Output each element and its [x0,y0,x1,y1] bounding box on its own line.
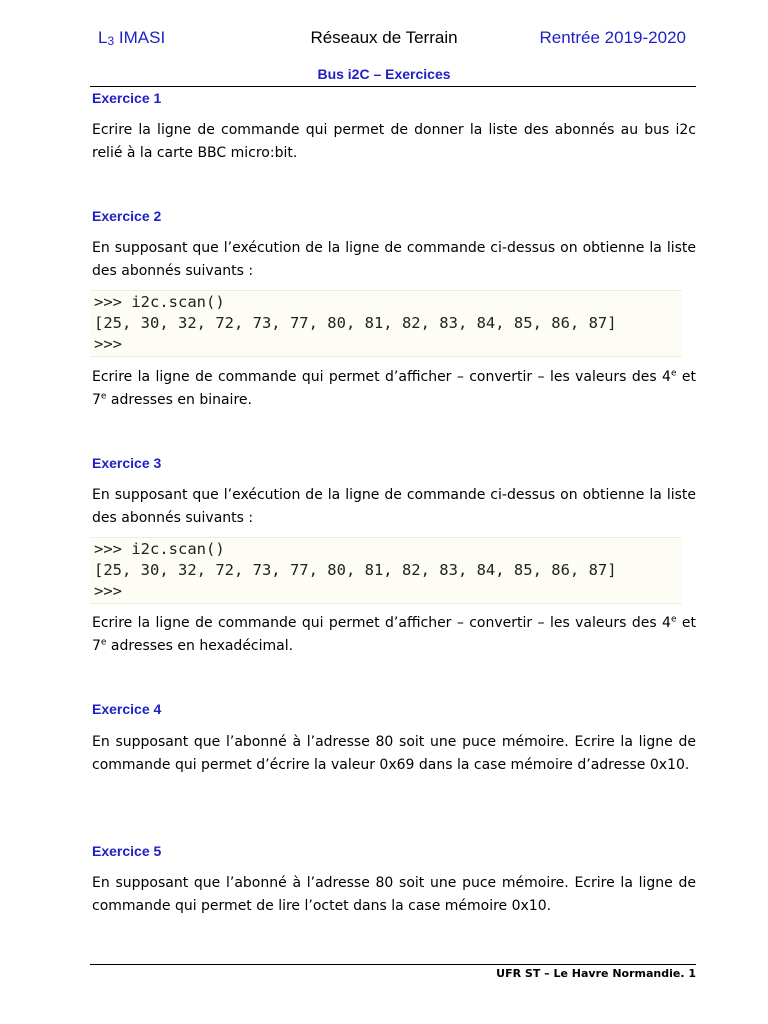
exercise-3-intro: En supposant que l’exécution de la ligne de commande ci-dessus on obtienne la liste des abonnés suivants : [92,487,696,526]
code-line: [25, 30, 32, 72, 73, 77, 80, 81, 82, 83, 84, 85, 86, 87] [94,561,617,579]
exercise-5-text: En supposant que l’abonné à l’adresse 80 soit une puce mémoire. Ecrire la ligne de commande qui permet de lire l’octet dans la case mémoire 0x10. [92,875,696,914]
exercise-3-code-block [90,537,682,604]
exercise-2-code-block [90,290,682,357]
exercise-2-question: Ecrire la ligne de commande qui permet d’afficher – convertir – les valeurs des 4e et 7e adresses en binaire. [92,368,697,408]
code-line: [25, 30, 32, 72, 73, 77, 80, 81, 82, 83, 84, 85, 86, 87] [94,314,617,332]
code-line: >>> [94,582,122,600]
page-footer: UFR ST – Le Havre Normandie. 1 [496,967,696,980]
code-line: >>> [94,335,122,353]
exercise-1-title: Exercice 1 [92,90,162,106]
exercise-4-title: Exercice 4 [92,701,162,717]
page-subtitle: Bus i2C – Exercices [317,66,451,82]
course-letter: L [98,28,108,47]
exercise-1-text: Ecrire la ligne de commande qui permet de donner la liste des abonnés au bus i2c relié à la carte BBC micro:bit. [92,122,696,161]
course-level: 3 [107,34,115,48]
code-line: >>> i2c.scan() [94,540,225,558]
exercise-2-intro: En supposant que l’exécution de la ligne de commande ci-dessus on obtienne la liste des abonnés suivants : [92,240,696,279]
header-divider [90,86,696,87]
document-title: Réseaux de Terrain [310,28,458,47]
course-name: IMASI [114,28,166,47]
academic-year: Rentrée 2019-2020 [539,28,686,47]
code-line: >>> i2c.scan() [94,293,225,311]
exercise-3-title: Exercice 3 [92,455,162,471]
exercise-2-title: Exercice 2 [92,208,162,224]
exercise-5-title: Exercice 5 [92,843,162,859]
exercise-3-question: Ecrire la ligne de commande qui permet d’afficher – convertir – les valeurs des 4e et 7e adresses en hexadécimal. [92,614,697,654]
exercise-4-text: En supposant que l’abonné à l’adresse 80 soit une puce mémoire. Ecrire la ligne de commande qui permet d’écrire la valeur 0x69 dans la case mémoire d’adresse 0x10. [92,734,696,773]
footer-divider [90,964,696,965]
